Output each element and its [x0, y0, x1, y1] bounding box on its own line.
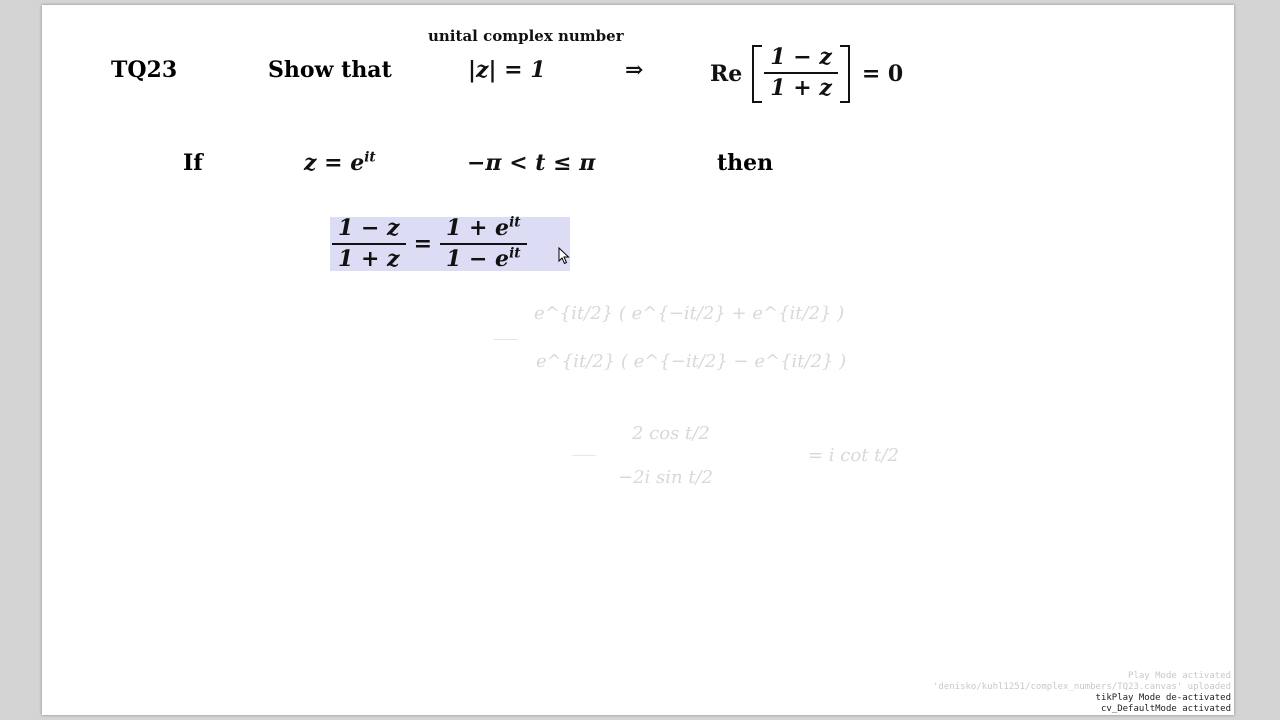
left-fraction: $\frac{1 - z}{1 + z}$: [332, 216, 406, 273]
show-that-text: Show that: [268, 57, 392, 83]
status-line: 'denisko/kuhl1251/complex_numbers/TQ23.canvas' uploaded: [932, 682, 1231, 692]
ghost-result-denominator: −2i sin t/2: [618, 467, 714, 488]
re-bracket: [752, 45, 850, 103]
ghost-step-numerator: e^{it/2} ( e^{−it/2} + e^{it/2} ): [534, 303, 845, 324]
ghost-result-cot: = i cot t/2: [808, 445, 899, 466]
header-note: unital complex number: [428, 27, 624, 45]
z-definition: $z = e^{it}$: [304, 149, 376, 176]
highlighted-equation[interactable]: [330, 214, 570, 272]
slide-canvas: [42, 5, 1234, 715]
re-fraction-numerator: 1 − z: [770, 44, 832, 70]
t-range: −π < t ≤ π: [467, 150, 596, 176]
status-log: [933, 671, 1231, 715]
status-line: cv_DefaultMode activated: [1100, 704, 1231, 714]
if-word: If: [183, 150, 203, 176]
then-word: then: [717, 150, 774, 176]
ghost-result-bar: [572, 455, 596, 456]
equals-zero: = 0: [861, 61, 904, 87]
status-line: tikPlay Mode de-activated: [1095, 693, 1231, 703]
re-fraction-denominator: 1 + z: [770, 75, 832, 102]
right-fraction: $\frac{1 + e^{it}}{1 - e^{it}}$: [440, 216, 527, 273]
re-fraction: [764, 45, 838, 103]
condition-formula: |z| = 1: [468, 57, 546, 83]
ghost-result-numerator: 2 cos t/2: [632, 423, 710, 444]
status-line: Play Mode activated: [1128, 671, 1231, 681]
mouse-cursor-icon: [558, 247, 570, 265]
implies-arrow: ⇒: [625, 57, 644, 83]
equals-sign: =: [413, 231, 432, 257]
re-label: Re: [710, 61, 743, 87]
ghost-step-fraction-bar: [494, 339, 518, 340]
problem-label: TQ23: [111, 57, 178, 83]
re-expression: [710, 45, 903, 103]
ghost-step-denominator: e^{it/2} ( e^{−it/2} − e^{it/2} ): [536, 351, 847, 372]
